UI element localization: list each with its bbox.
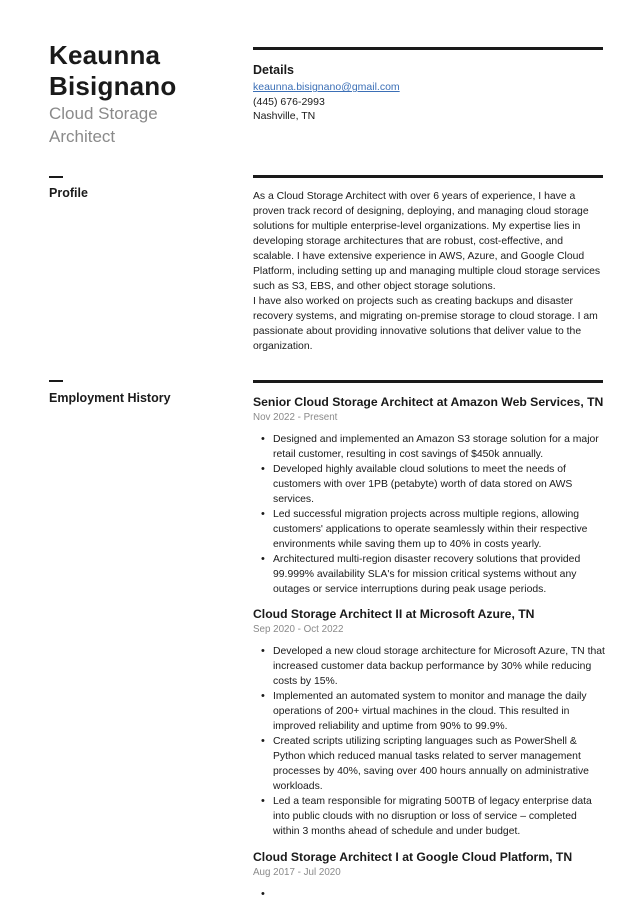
job-title-line2: Architect (49, 127, 116, 146)
job-bullet: • Architectured multi-region disaster recovery solutions that provided 99.999% availability SLA's for mission critical systems without any outages or service interruptions during peak usage periods. (253, 552, 605, 597)
job-bullet: • Developed a new cloud storage architecture for Microsoft Azure, TN that increased customer data backup performance by 30% while reducing costs by 15%. (253, 644, 605, 689)
job-bullets (253, 432, 605, 597)
job-entry-title: Cloud Storage Architect II at Microsoft Azure, TN (253, 607, 535, 621)
job-entry (253, 394, 605, 597)
profile-paragraph-1: As a Cloud Storage Architect with over 6 years of experience, I have a proven track record of designing, deploying, and managing cloud storage solutions for multiple enterprise-level organizations. My expertise lies in developing storage architectures that are robust, cost-effective, and scalable. I have extensive experience in AWS, Azure, and Google Cloud Platform, including setting up and managing multiple cloud storage services such as S3, EBS, and other object storage solutions. (253, 191, 601, 292)
email-link[interactable]: keaunna.bisignano@gmail.com (253, 81, 400, 93)
last-name: Bisignano (49, 71, 177, 101)
job-entry-dates: Nov 2022 - Present (253, 412, 338, 423)
job-entry (253, 849, 605, 887)
details-rule (253, 47, 603, 50)
job-title (49, 102, 239, 148)
job-bullet: • Developed highly available cloud solutions to meet the needs of customers with over 1PB (petabyte) worth of data stored on AWS services. (253, 462, 605, 507)
employment-dash (49, 380, 63, 382)
profile-summary (253, 189, 603, 354)
job-title-line1: Cloud Storage (49, 104, 158, 123)
employment-heading: Employment History (49, 391, 171, 405)
profile-dash (49, 176, 63, 178)
details-block (253, 80, 603, 124)
job-bullet: • Implemented an automated system to monitor and manage the daily operations of 200+ virtual machines in the cloud. This resulted in improved reliability and uptime from 90% to 99.9%. (253, 689, 605, 734)
job-entry-dates: Aug 2017 - Jul 2020 (253, 867, 341, 878)
profile-paragraph-2: I have also worked on projects such as creating backups and disaster recovery systems, and migrating on-premise storage to cloud storage. I am passionate about providing innovative solutions that deliver value to the organization. (253, 296, 598, 352)
job-entry-dates: Sep 2020 - Oct 2022 (253, 624, 344, 635)
job-bullet: • Led a team responsible for migrating 500TB of legacy enterprise data into public clouds with no disruption or loss of service – completed within 3 months ahead of schedule and under budget. (253, 794, 605, 839)
first-name: Keaunna (49, 40, 161, 70)
job-bullet: • Created scripts utilizing scripting languages such as PowerShell & Python which reduced manual tasks related to server management processes by 40%, saving over 400 hours annually on administrative workloads. (253, 734, 605, 794)
job-entry (253, 606, 605, 839)
phone: (445) 676-2993 (253, 95, 325, 108)
job-bullet: • Led successful migration projects across multiple regions, allowing customers' applications to operate seamlessly within their respective environments while saving them up to 40% in costs yearly. (253, 507, 605, 552)
job-bullets (253, 644, 605, 839)
candidate-name (49, 40, 239, 102)
profile-rule (253, 175, 603, 178)
job-entry-title: Cloud Storage Architect I at Google Cloud Platform, TN (253, 850, 573, 864)
location: Nashville, TN (253, 110, 316, 122)
details-heading: Details (253, 63, 294, 77)
employment-rule (253, 380, 603, 383)
job-entry-title: Senior Cloud Storage Architect at Amazon Web Services, TN (253, 395, 604, 409)
job-bullet: • Designed and implemented an Amazon S3 storage solution for a major retail customer, resulting in cost savings of $450k annually. (253, 432, 605, 462)
profile-heading: Profile (49, 186, 88, 200)
